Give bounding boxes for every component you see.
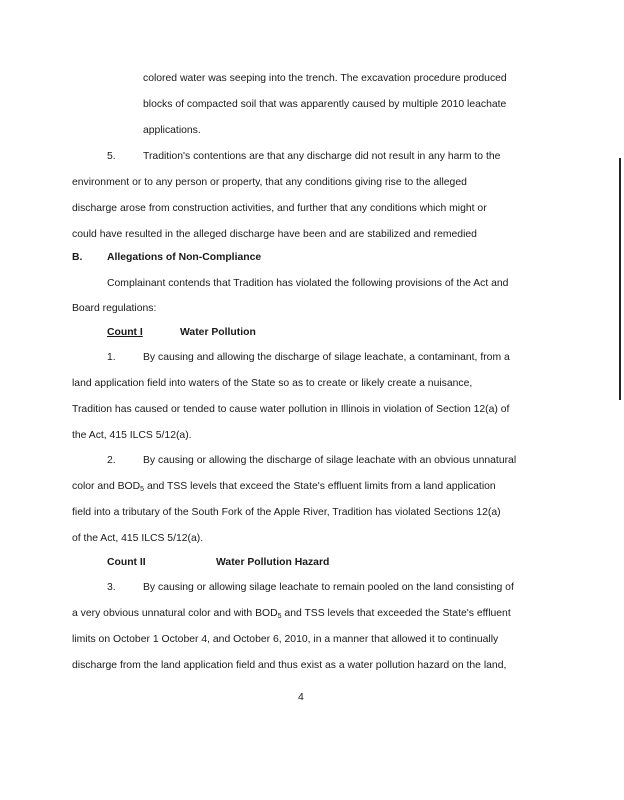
count-1-para-1-line-4: the Act, 415 ILCS 5/12(a). xyxy=(72,430,192,441)
page-number: 4 xyxy=(298,692,304,703)
paragraph-5-line-4: could have resulted in the alleged discharge have been and are stabilized and remedied xyxy=(72,229,477,240)
count-2-title: Water Pollution Hazard xyxy=(216,557,330,568)
paragraph-number: 5. xyxy=(107,151,116,162)
count-1-para-1-line-3: Tradition has caused or tended to cause water pollution in Illinois in violation of Section 12(a) of xyxy=(72,404,510,415)
intro-line-1: Complainant contends that Tradition has violated the following provisions of the Act and xyxy=(107,278,509,289)
count-1-para-2-line-4: of the Act, 415 ILCS 5/12(a). xyxy=(72,533,204,544)
continued-line-3: applications. xyxy=(143,125,201,136)
paragraph-number: 1. xyxy=(107,352,116,363)
count-1-title: Water Pollution xyxy=(180,327,256,338)
continued-line-1: colored water was seeping into the trench. The excavation procedure produced xyxy=(143,73,507,84)
paragraph-5-line-1: Tradition's contentions are that any discharge did not result in any harm to the xyxy=(143,151,501,162)
paragraph-number: 2. xyxy=(107,455,116,466)
count-2-para-3-line-4: discharge from the land application field and thus exist as a water pollution hazard on the land, xyxy=(72,660,507,671)
section-heading: Allegations of Non-Compliance xyxy=(107,252,262,263)
count-1-para-2-line-1: By causing or allowing the discharge of silage leachate with an obvious unnatural xyxy=(143,455,517,466)
margin-revision-bar xyxy=(619,158,621,400)
count-1-para-2-line-2: color and $BOD_5$ and TSS levels that exceed the State's effluent limits from a land application xyxy=(72,481,496,493)
paragraph-5-line-2: environment or to any person or property, that any conditions giving rise to the alleged xyxy=(72,177,467,188)
count-1-para-1-line-2: land application field into waters of the State so as to create or likely create a nuisance, xyxy=(72,378,473,389)
count-1-para-2-line-3: field into a tributary of the South Fork of the Apple River, Tradition has violated Sections 12(a) xyxy=(72,507,501,518)
intro-line-2: Board regulations: xyxy=(72,303,157,314)
count-2-para-3-line-2: a very obvious unnatural color and with $BOD_5$ and TSS levels that exceeded the State's effluent xyxy=(72,608,511,620)
count-2-label: Count II xyxy=(107,557,146,568)
paragraph-number: 3. xyxy=(107,582,116,593)
count-1-para-1-line-1: By causing and allowing the discharge of silage leachate, a contaminant, from a xyxy=(143,352,510,363)
paragraph-5-line-3: discharge arose from construction activities, and further that any conditions which might or xyxy=(72,203,487,214)
continued-line-2: blocks of compacted soil that was apparently caused by multiple 2010 leachate xyxy=(143,99,507,110)
count-2-para-3-line-3: limits on October 1 October 4, and October 6, 2010, in a manner that allowed it to continually xyxy=(72,634,499,645)
count-2-para-3-line-1: By causing or allowing silage leachate to remain pooled on the land consisting of xyxy=(143,582,514,593)
section-letter: B. xyxy=(72,252,83,263)
count-1-label: Count I xyxy=(107,327,143,338)
